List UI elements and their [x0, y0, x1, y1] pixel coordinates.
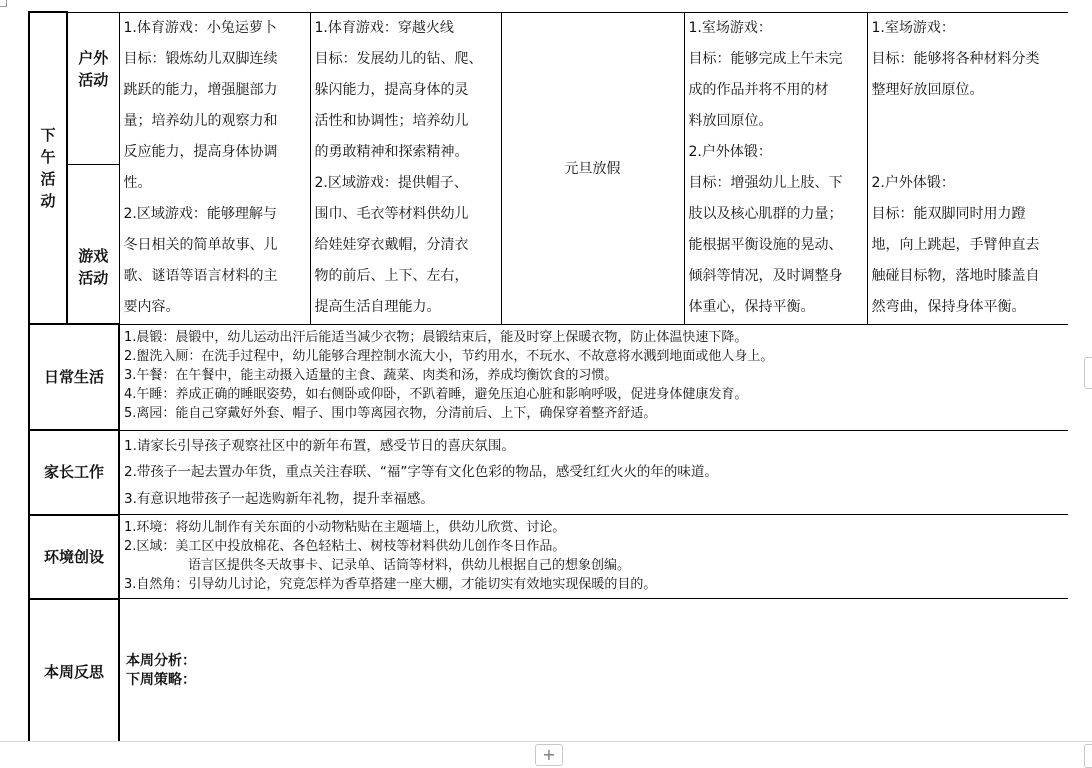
- parent-item: 1.请家长引导孩子观察社区中的新年布置，感受节日的喜庆氛围。: [124, 437, 515, 454]
- environment-item: 3.自然角：引导幼儿讨论，究竟怎样为香草搭建一座大棚，才能切实有效地实现保暖的目的。: [124, 577, 657, 592]
- outdoor-activity-label: 户外 活动: [67, 12, 119, 164]
- environment-item: 语言区提供冬天故事卡、记录单、话筒等材料，供幼儿根据自己的想象创编。: [188, 558, 631, 573]
- daily-item: 5.离园：能自己穿戴好外套、帽子、围巾等离园衣物，分清前后、上下，确保穿着整齐舒适。: [124, 405, 657, 421]
- afternoon-section-label: 下 午 活 动: [29, 12, 67, 324]
- weekly-reflection-label: 本周反思: [29, 599, 119, 742]
- environment-item: 1.环境：将幼儿制作有关东面的小动物粘贴在主题墙上，供幼儿欣赏、讨论。: [124, 520, 566, 535]
- daily-life-label: 日常生活: [29, 324, 119, 430]
- add-row-button[interactable]: [535, 744, 563, 766]
- weekly-analysis-label: 本周分析：: [126, 653, 196, 669]
- environment-content: [119, 515, 1068, 599]
- game-activity-label: 游戏 活动: [67, 164, 119, 324]
- parent-item: 2.带孩子一起去置办年货，重点关注春联、“福”字等有文化色彩的物品，感受红红火火的年的味道。: [124, 464, 718, 480]
- friday-afternoon-cell: 1.室场游戏： 目标：能够将各种材料分类 整理好放回原位。 2.户外体锻： 目标：能双脚同时用力蹬 地，向上跳起，手臂伸直去 触碰目标物，落地时膝盖自 然弯曲，保持身体平衡。: [867, 12, 1068, 324]
- window-corner: [0, 0, 7, 7]
- weekly-reflection-content[interactable]: [119, 599, 1068, 742]
- weekly-plan-table: [28, 11, 1068, 741]
- parent-work-content: [119, 430, 1068, 515]
- parent-item: 3.有意识地带孩子一起选购新年礼物，提升幸福感。: [124, 490, 434, 507]
- daily-item: 4.午睡：养成正确的睡眠姿势，如右侧卧或仰卧，不趴着睡，避免压迫心脏和影响呼吸，促进身体健康发育。: [124, 386, 748, 402]
- parent-work-label: 家长工作: [29, 430, 119, 515]
- corner-resize-handle[interactable]: [1084, 744, 1092, 768]
- daily-life-content: [119, 324, 1068, 430]
- side-expand-handle[interactable]: [1084, 357, 1092, 389]
- environment-item: 2.区域：美工区中投放棉花、各色轻粘土、树枝等材料供幼儿创作冬日作品。: [124, 539, 566, 554]
- wednesday-holiday-cell: 元旦放假: [501, 12, 684, 324]
- tuesday-afternoon-cell: 1.体育游戏：穿越火线 目标：发展幼儿的钻、爬、 躲闪能力，提高身体的灵 活性和协调性；培养幼儿 的勇敢精神和探索精神。 2.区域游戏：提供帽子、 围巾、毛衣等材料供幼儿 给娃娃穿衣戴帽，分清衣 物的前后、上下、左右， 提高生活自理能力。: [310, 12, 501, 324]
- weekly-plan-sheet: [28, 11, 1068, 741]
- daily-item: 1.晨锻：晨锻中，幼儿运动出汗后能适当减少衣物；晨锻结束后，能及时穿上保暖衣物，防止体温快速下降。: [124, 329, 748, 345]
- page-bottom-divider: [0, 741, 1092, 742]
- thursday-afternoon-cell: 1.室场游戏： 目标：能够完成上午未完 成的作品并将不用的材 料放回原位。 2.户外体锻： 目标：增强幼儿上肢、下 肢以及核心肌群的力量； 能根据平衡设施的晃动、 倾斜等情况，及时调整身 体重心，保持平衡。: [684, 12, 867, 324]
- daily-item: 2.盥洗入厕：在洗手过程中，幼儿能够合理控制水流大小，节约用水，不玩水、不故意将水溅到地面或他人身上。: [124, 348, 774, 364]
- monday-afternoon-cell: 1.体育游戏：小兔运萝卜 目标：锻炼幼儿双脚连续 跳跃的能力，增强腿部力 量；培养幼儿的观察力和 反应能力，提高身体协调 性。 2.区域游戏：能够理解与 冬日相关的简单故事、儿 歌、谜语等语言材料的主 要内容。: [119, 12, 310, 324]
- plus-icon: +: [542, 745, 556, 764]
- daily-item: 3.午餐：在午餐中，能主动摄入适量的主食、蔬菜、肉类和汤，养成均衡饮食的习惯。: [124, 367, 618, 383]
- environment-label: 环境创设: [29, 515, 119, 599]
- next-week-strategy-label: 下周策略：: [126, 672, 196, 688]
